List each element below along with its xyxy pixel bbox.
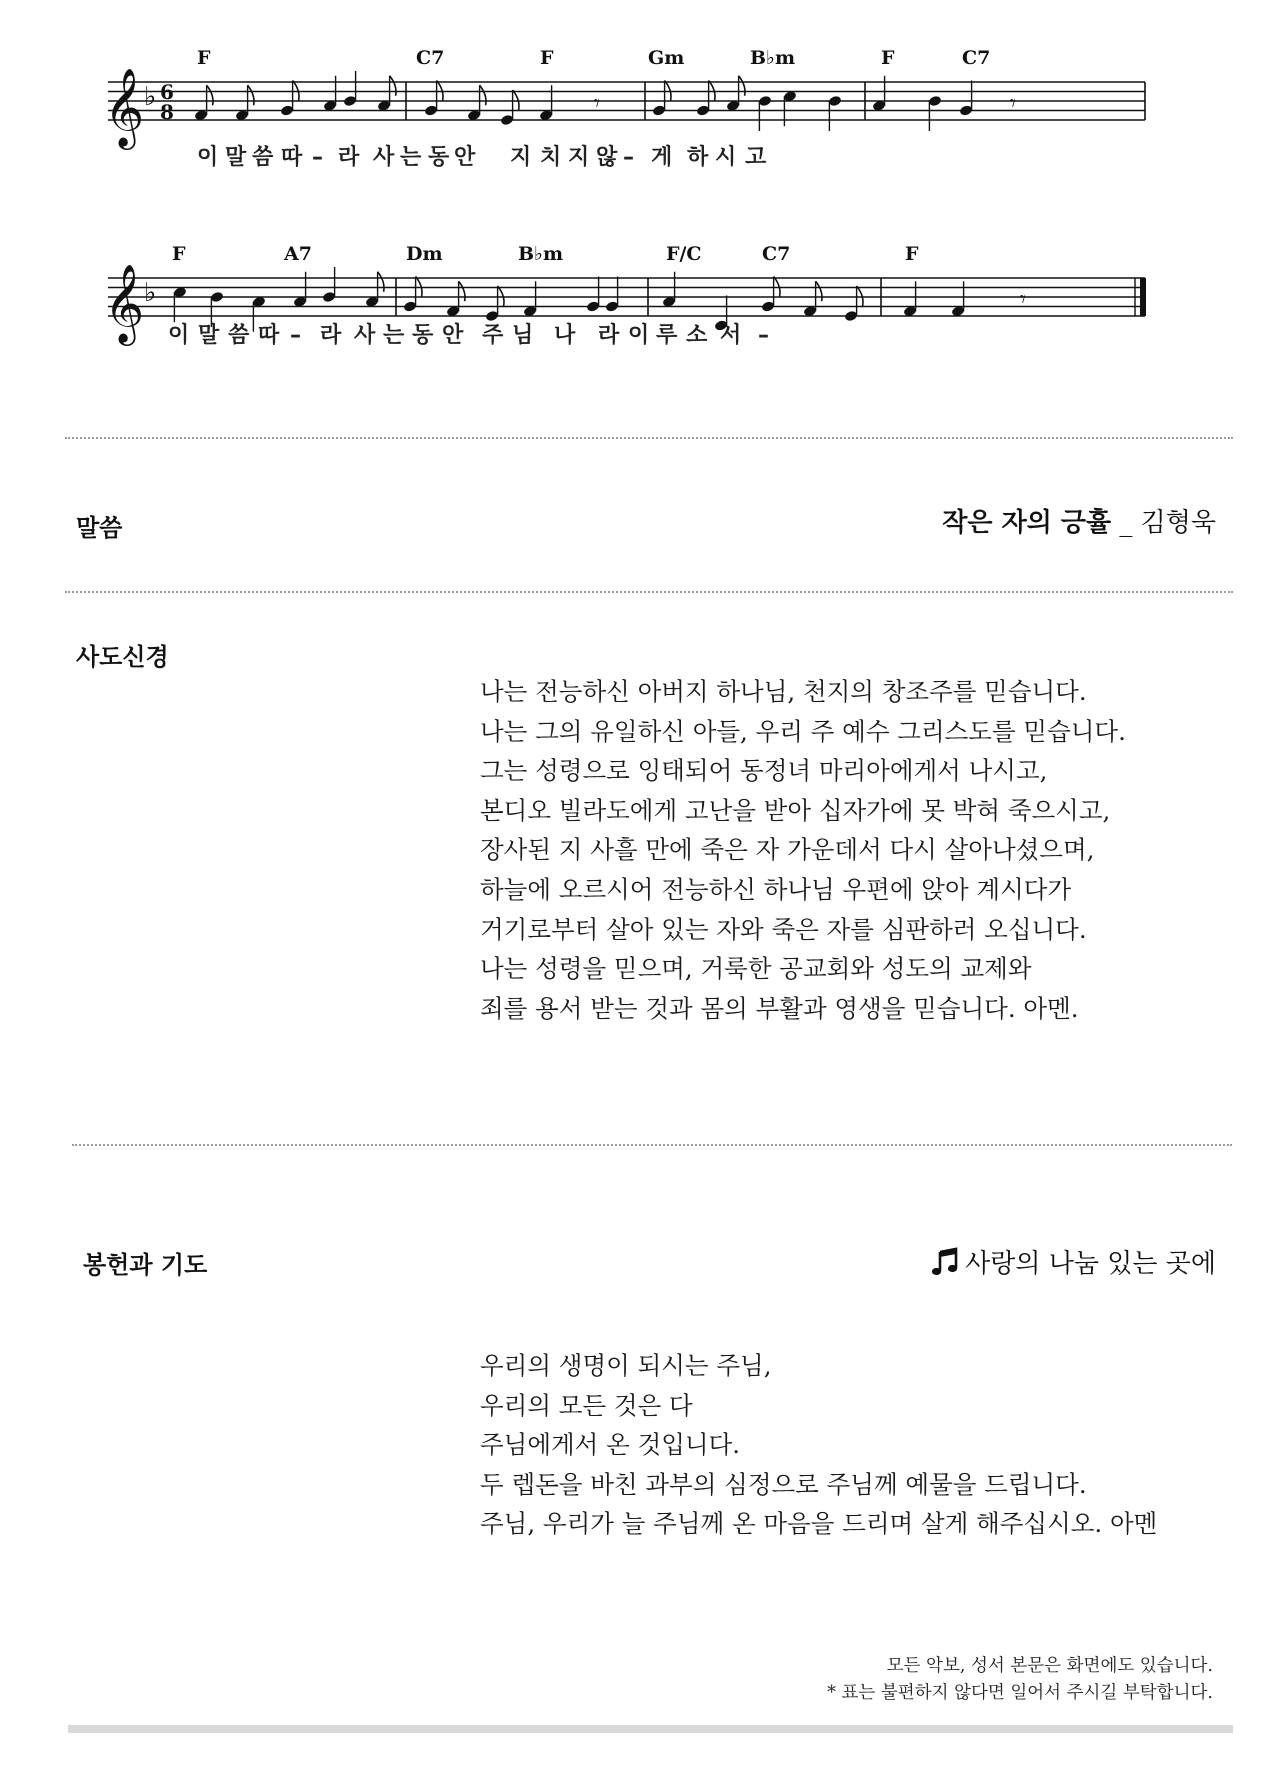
sermon-title: 작은 자의 긍휼 [942, 508, 1112, 538]
lyric-syllable: 나 [554, 323, 576, 348]
creed-line: 거기로부터 살아 있는 자와 죽은 자를 심판하러 오십니다. [480, 914, 1087, 944]
lyric-syllable: 님 [512, 323, 534, 348]
chord-symbol: C7 [416, 47, 445, 69]
creed-line: 죄를 용서 받는 것과 몸의 부활과 영생을 믿습니다. 아멘. [480, 993, 1079, 1023]
lyric-syllable: 고 [745, 145, 767, 170]
bottom-bar [68, 1725, 1233, 1733]
creed-line: 나는 성령을 믿으며, 거룩한 공교회와 성도의 교제와 [480, 954, 1032, 984]
lyric-syllable: 사 [373, 145, 395, 170]
section-label-offering: 봉헌과 기도 [83, 1251, 208, 1279]
note-flag [390, 76, 396, 96]
section-divider [65, 591, 1233, 593]
time-signature-bottom: 8 [160, 100, 174, 124]
creed-line: 하늘에 오르시어 전능하신 하나님 우편에 앉아 계시다가 [480, 874, 1072, 904]
chord-symbol: F [172, 243, 186, 265]
lyric-syllable: 않 [596, 145, 618, 170]
chord-symbol: F [905, 243, 919, 265]
lyric-syllable: 하 [687, 145, 709, 170]
music-note-icon [931, 1247, 959, 1284]
note-flag [774, 277, 780, 297]
section-divider [72, 1144, 1232, 1146]
lyric-syllable: 이 [168, 323, 190, 348]
time-signature-top: 6 [160, 80, 174, 104]
prayer-line: 우리의 생명이 되시는 주님, [480, 1351, 772, 1380]
section-divider [65, 437, 1233, 439]
note-flag [665, 81, 671, 101]
note-flag [709, 81, 715, 101]
staff-2 [100, 236, 1180, 406]
note-flag [437, 81, 443, 101]
section-label-word: 말씀 [76, 514, 123, 542]
note-flag [816, 281, 822, 301]
lyric-syllable: 이 [197, 145, 219, 170]
lyric-syllable: 따 [281, 145, 303, 170]
preacher-name: 김형욱 [1140, 508, 1216, 538]
note-flag [480, 85, 486, 105]
lyric-syllable: 씀 [228, 323, 250, 348]
creed-text [480, 672, 1126, 1028]
lyric-syllable: 이 [628, 323, 650, 348]
note-flag [498, 286, 504, 306]
lyric-syllable: 동 [428, 145, 450, 170]
eighth-rest-icon: 𝄾 [1020, 287, 1026, 313]
note-flag [857, 286, 863, 306]
hymn-title: 사랑의 나눔 있는 곳에 [965, 1249, 1216, 1279]
note-flag [207, 85, 213, 105]
score-line-2 [100, 236, 1180, 406]
note-flag [513, 90, 519, 110]
flat-icon: ♭ [144, 278, 157, 308]
lyric-syllable: 는 [383, 323, 405, 348]
offering-hymn [931, 1243, 1216, 1284]
prayer-line: 주님에게서 온 것입니다. [480, 1430, 741, 1460]
staff-1 [100, 40, 1180, 210]
chord-symbol: C7 [962, 47, 991, 69]
chord-symbol: Gm [648, 47, 685, 69]
footnote-line-1: 모든 악보, 성서 본문은 화면에도 있습니다. [886, 1656, 1213, 1676]
prayer-line: 두 렙돈을 바친 과부의 심정으로 주님께 예물을 드립니다. [480, 1469, 1087, 1499]
section-label-creed: 사도신경 [76, 643, 169, 671]
lyric-syllable: 동 [412, 323, 434, 348]
lyric-syllable: 소 [686, 323, 708, 348]
chord-symbol: A7 [284, 243, 312, 265]
lyric-syllable: 안 [442, 323, 464, 348]
lyric-syllable: 지 [510, 145, 532, 170]
lyric-syllable: 라 [320, 323, 342, 348]
creed-line: 나는 전능하신 아버지 하나님, 천지의 창조주를 믿습니다. [480, 677, 1087, 706]
creed-line: 본디오 빌라도에게 고난을 받아 십자가에 못 박혀 죽으시고, [480, 795, 1111, 825]
chord-symbol: Dm [406, 243, 443, 265]
flat-icon: ♭ [144, 82, 157, 112]
chord-symbol: C7 [762, 243, 791, 265]
treble-clef-icon: 𝄞 [104, 68, 145, 147]
chord-symbol: F [197, 47, 211, 69]
footnote-line-2: * 표는 불편하지 않다면 일어서 주시길 부탁합니다. [827, 1683, 1213, 1703]
lyric-syllable: 지 [568, 145, 590, 170]
note-flag [378, 272, 384, 292]
creed-line: 장사된 지 사흘 만에 죽은 자 가운데서 다시 살아나셨으며, [480, 835, 1095, 865]
lyric-syllable: 따 [258, 323, 280, 348]
eighth-rest-icon: 𝄾 [594, 91, 600, 117]
lyric-syllable: 게 [651, 145, 673, 170]
lyric-syllable: 말 [225, 145, 247, 170]
footnote [827, 1653, 1213, 1707]
lyric-syllable: 라 [598, 323, 620, 348]
note-flag [293, 81, 299, 101]
offering-prayer [480, 1346, 1157, 1544]
lyric-syllable: – [758, 323, 769, 348]
lyric-syllable: 치 [540, 145, 562, 170]
lyric-syllable: 시 [715, 145, 737, 170]
note-flag [739, 76, 745, 96]
lyric-syllable: – [290, 323, 301, 348]
sermon-info [942, 502, 1216, 539]
lyric-syllable: 안 [454, 145, 476, 170]
lyric-syllable: 사 [354, 323, 376, 348]
note-flag [248, 85, 254, 105]
lyric-syllable: 말 [198, 323, 220, 348]
lyric-syllable: 는 [400, 145, 422, 170]
lyric-syllable: 주 [482, 323, 504, 348]
creed-line: 그는 성령으로 잉태되어 동정녀 마리아에게서 나시고, [480, 756, 1048, 786]
chord-symbol: F/C [666, 243, 702, 265]
chord-symbol: B♭m [518, 243, 564, 265]
lyric-syllable: – [623, 145, 634, 170]
prayer-line: 주님, 우리가 늘 주님께 온 마음을 드리며 살게 해주십시오. 아멘 [480, 1509, 1158, 1539]
sermon-separator: _ [1111, 508, 1141, 538]
note-flag [416, 277, 422, 297]
final-bar-thick [1140, 278, 1146, 316]
creed-line: 나는 그의 유일하신 아들, 우리 주 예수 그리스도를 믿습니다. [480, 716, 1126, 746]
lyric-syllable: 루 [656, 323, 678, 348]
note-flag [459, 281, 465, 301]
lyric-syllable: – [312, 145, 323, 170]
lyric-syllable: 라 [338, 145, 360, 170]
treble-clef-icon: 𝄞 [104, 264, 145, 343]
lyric-syllable: 씀 [252, 145, 274, 170]
score-line-1 [100, 40, 1180, 210]
chord-symbol: B♭m [750, 47, 796, 69]
chord-symbol: F [540, 47, 554, 69]
lyric-syllable: 서 [720, 323, 742, 348]
prayer-line: 우리의 모든 것은 다 [480, 1390, 693, 1420]
chord-symbol: F [881, 47, 895, 69]
eighth-rest-icon: 𝄾 [1010, 91, 1016, 117]
